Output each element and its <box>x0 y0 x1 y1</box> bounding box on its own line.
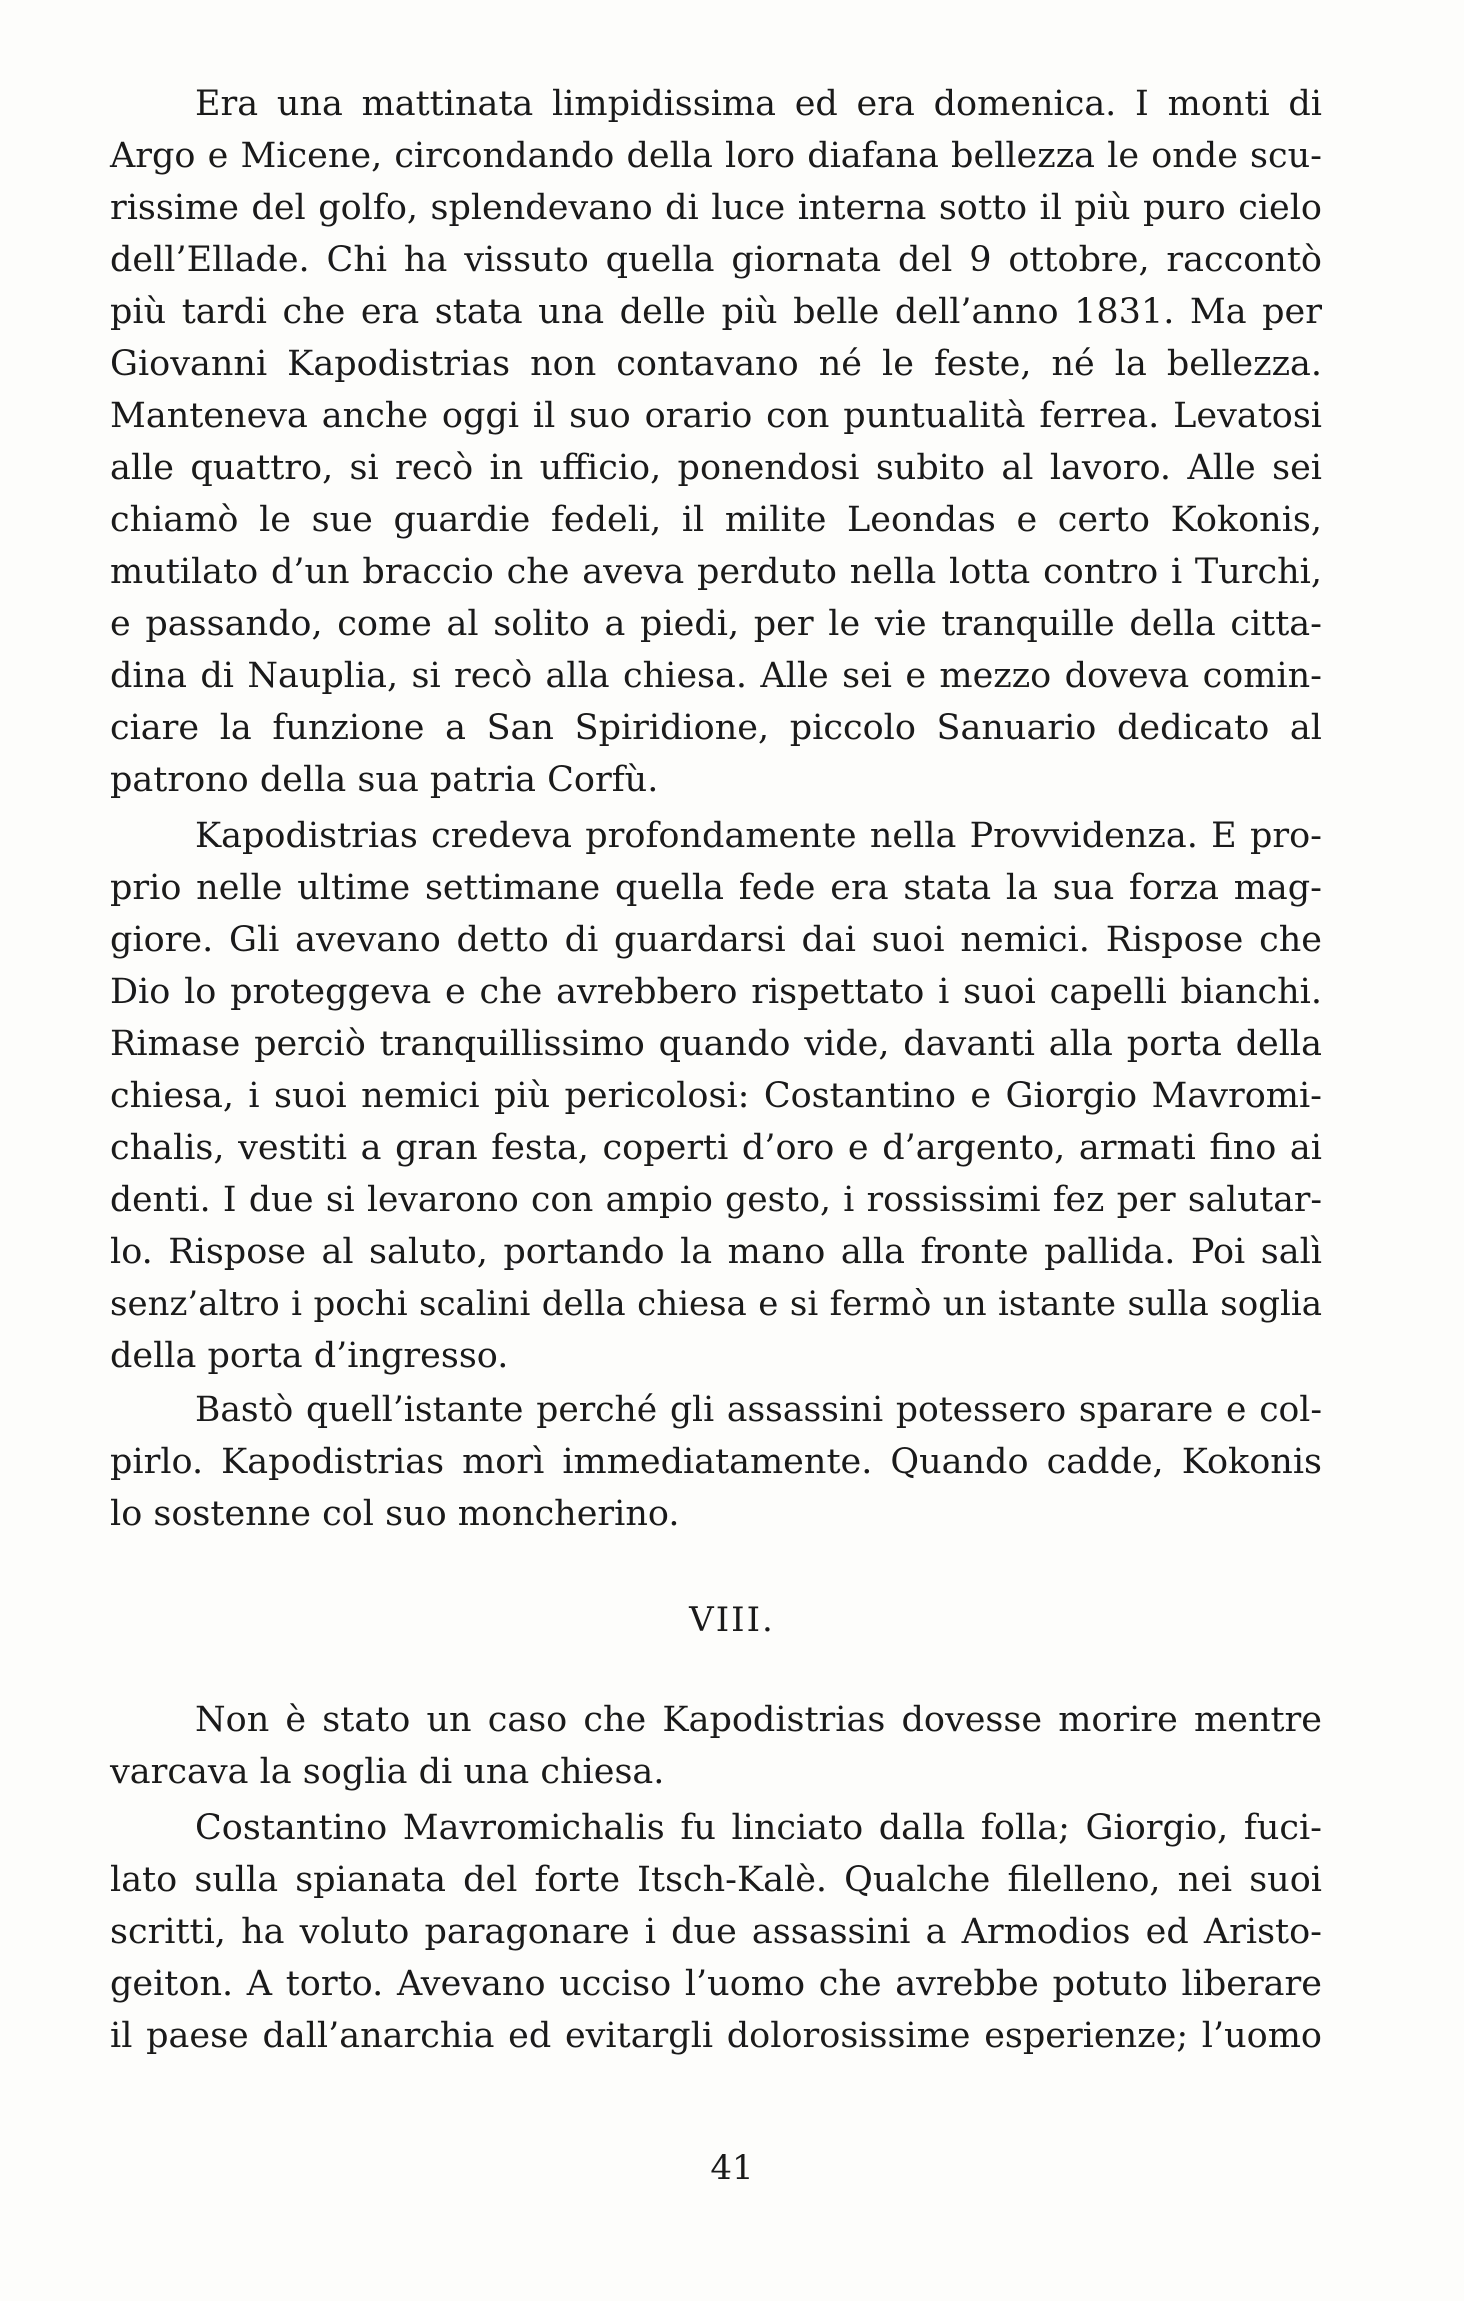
text-line: pirlo. Kapodistrias morì immediatamente. Quando cadde, Kokonis <box>110 1442 1322 1482</box>
text-line: alle quattro, si recò in ufficio, ponendosi subito al lavoro. Alle sei <box>110 448 1322 488</box>
text-line: lo sostenne col suo moncherino. <box>110 1494 680 1534</box>
text-line: chalis, vestiti a gran festa, coperti d’oro e d’argento, armati fino ai <box>110 1128 1322 1168</box>
text-line: Argo e Micene, circondando della loro diafana bellezza le onde scu- <box>110 136 1322 176</box>
text-line: Bastò quell’istante perché gli assassini potessero sparare e col- <box>195 1390 1322 1430</box>
text-line: Manteneva anche oggi il suo orario con puntualità ferrea. Levatosi <box>110 396 1322 436</box>
text-line: ciare la funzione a San Spiridione, piccolo Sanuario dedicato al <box>110 708 1322 748</box>
page-number: 41 <box>710 2148 754 2188</box>
chapter-heading: VIII. <box>689 1600 775 1640</box>
text-line: lo. Rispose al saluto, portando la mano alla fronte pallida. Poi salì <box>110 1232 1322 1272</box>
text-line: giore. Gli avevano detto di guardarsi dai suoi nemici. Rispose che <box>110 920 1322 960</box>
text-line: il paese dall’anarchia ed evitargli dolorosissime esperienze; l’uomo <box>110 2016 1322 2056</box>
text-line: rissime del golfo, splendevano di luce interna sotto il più puro cielo <box>110 188 1322 228</box>
text-line: dina di Nauplia, si recò alla chiesa. Alle sei e mezzo doveva comin- <box>110 656 1322 696</box>
text-line: Kapodistrias credeva profondamente nella Provvidenza. E pro- <box>195 816 1322 856</box>
text-line: senz’altro i pochi scalini della chiesa e si fermò un istante sulla soglia <box>110 1284 1322 1324</box>
text-line: patrono della sua patria Corfù. <box>110 760 659 800</box>
text-line: della porta d’ingresso. <box>110 1336 509 1376</box>
text-line: chiesa, i suoi nemici più pericolosi: Costantino e Giorgio Mavromi- <box>110 1076 1322 1116</box>
text-line: scritti, ha voluto paragonare i due assassini a Armodios ed Aristo- <box>110 1912 1322 1952</box>
text-line: Giovanni Kapodistrias non contavano né le feste, né la bellezza. <box>110 344 1322 384</box>
text-line: Non è stato un caso che Kapodistrias dovesse morire mentre <box>195 1700 1322 1740</box>
text-line: dell’Ellade. Chi ha vissuto quella giornata del 9 ottobre, raccontò <box>110 240 1322 280</box>
text-line: Costantino Mavromichalis fu linciato dalla folla; Giorgio, fuci- <box>195 1808 1322 1848</box>
text-line: geiton. A torto. Avevano ucciso l’uomo che avrebbe potuto liberare <box>110 1964 1322 2004</box>
text-line: Rimase perciò tranquillissimo quando vide, davanti alla porta della <box>110 1024 1322 1064</box>
text-line: Dio lo proteggeva e che avrebbero rispettato i suoi capelli bianchi. <box>110 972 1322 1012</box>
text-line: chiamò le sue guardie fedeli, il milite Leondas e certo Kokonis, <box>110 500 1322 540</box>
text-line: lato sulla spianata del forte Itsch-Kalè. Qualche filelleno, nei suoi <box>110 1860 1322 1900</box>
text-line: Era una mattinata limpidissima ed era domenica. I monti di <box>195 84 1322 124</box>
text-line: più tardi che era stata una delle più belle dell’anno 1831. Ma per <box>110 292 1322 332</box>
text-line: mutilato d’un braccio che aveva perduto nella lotta contro i Turchi, <box>110 552 1322 592</box>
text-line: e passando, come al solito a piedi, per le vie tranquille della citta- <box>110 604 1322 644</box>
text-line: varcava la soglia di una chiesa. <box>110 1752 665 1792</box>
text-line: denti. I due si levarono con ampio gesto, i rossissimi fez per salutar- <box>110 1180 1322 1220</box>
text-line: prio nelle ultime settimane quella fede era stata la sua forza mag- <box>110 868 1322 908</box>
